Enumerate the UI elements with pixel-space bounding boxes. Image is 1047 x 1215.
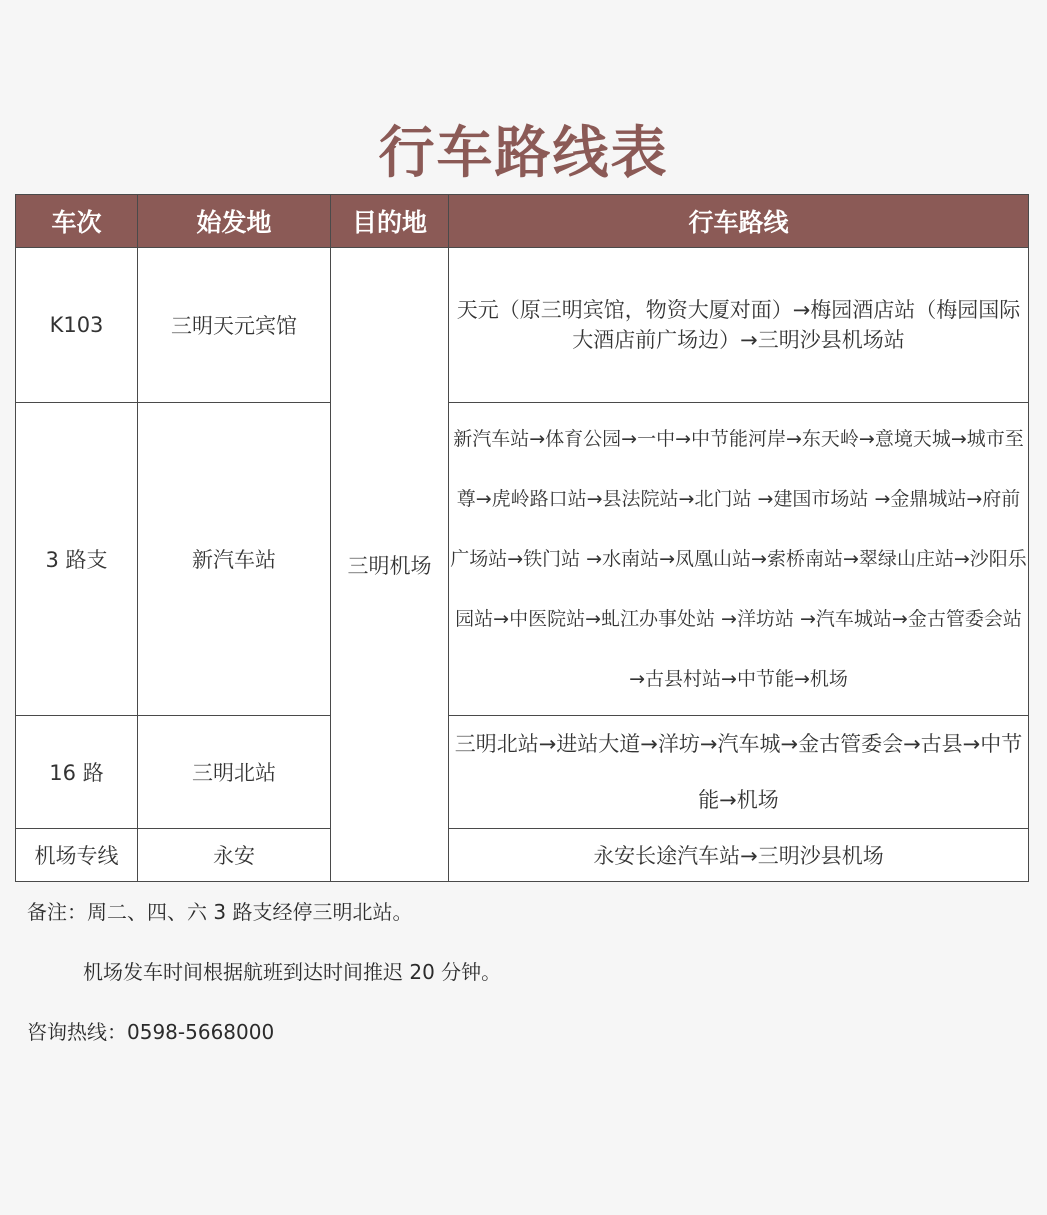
note-departure-time: 机场发车时间根据航班到达时间推迟 20 分钟。 xyxy=(83,960,502,984)
row-origin: 永安 xyxy=(138,829,331,882)
table-row xyxy=(16,248,1029,403)
row-origin: 三明北站 xyxy=(138,716,331,829)
row-route xyxy=(449,829,1029,882)
row-route xyxy=(449,403,1029,716)
row-train-number: 16 路 xyxy=(16,716,138,829)
route-text: 天元（原三明宾馆，物资大厦对面）→梅园酒店站（梅园国际大酒店前广场边）→三明沙县机场站 xyxy=(456,298,1021,352)
row-train-number: K103 xyxy=(16,248,138,403)
table-row xyxy=(16,403,1029,716)
header-destination: 目的地 xyxy=(331,195,449,248)
table-row xyxy=(16,829,1029,882)
table-header-row xyxy=(16,195,1029,248)
header-route: 行车路线 xyxy=(449,195,1029,248)
row-destination: 三明机场 xyxy=(331,248,449,882)
row-route xyxy=(449,248,1029,403)
route-table xyxy=(15,194,1029,882)
note-hotline: 咨询热线：0598-5668000 xyxy=(27,1020,275,1044)
header-train-number: 车次 xyxy=(16,195,138,248)
row-route xyxy=(449,716,1029,829)
note-remark: 备注：周二、四、六 3 路支经停三明北站。 xyxy=(27,900,413,924)
header-origin: 始发地 xyxy=(138,195,331,248)
route-text: 新汽车站→体育公园→一中→中节能河岸→东天岭→意境天城→城市至尊→虎岭路口站→县法院站→北门站 →建国市场站 →金鼎城站→府前广场站→铁门站 →水南站→凤凰山站→索桥南站→翠绿山庄站→沙阳乐园站→中医院站→虬江办事处站 →洋坊站 →汽车城站→金古管委会站→古县村站→中节能→机场 xyxy=(450,428,1027,690)
row-origin: 新汽车站 xyxy=(138,403,331,716)
page-title: 行车路线表 xyxy=(378,121,669,186)
row-train-number: 机场专线 xyxy=(16,829,138,882)
row-train-number: 3 路支 xyxy=(16,403,138,716)
table-row xyxy=(16,716,1029,829)
row-origin: 三明天元宾馆 xyxy=(138,248,331,403)
route-text: 三明北站→进站大道→洋坊→汽车城→金古管委会→古县→中节能→机场 xyxy=(454,732,1023,812)
route-text: 永安长途汽车站→三明沙县机场 xyxy=(593,844,884,868)
